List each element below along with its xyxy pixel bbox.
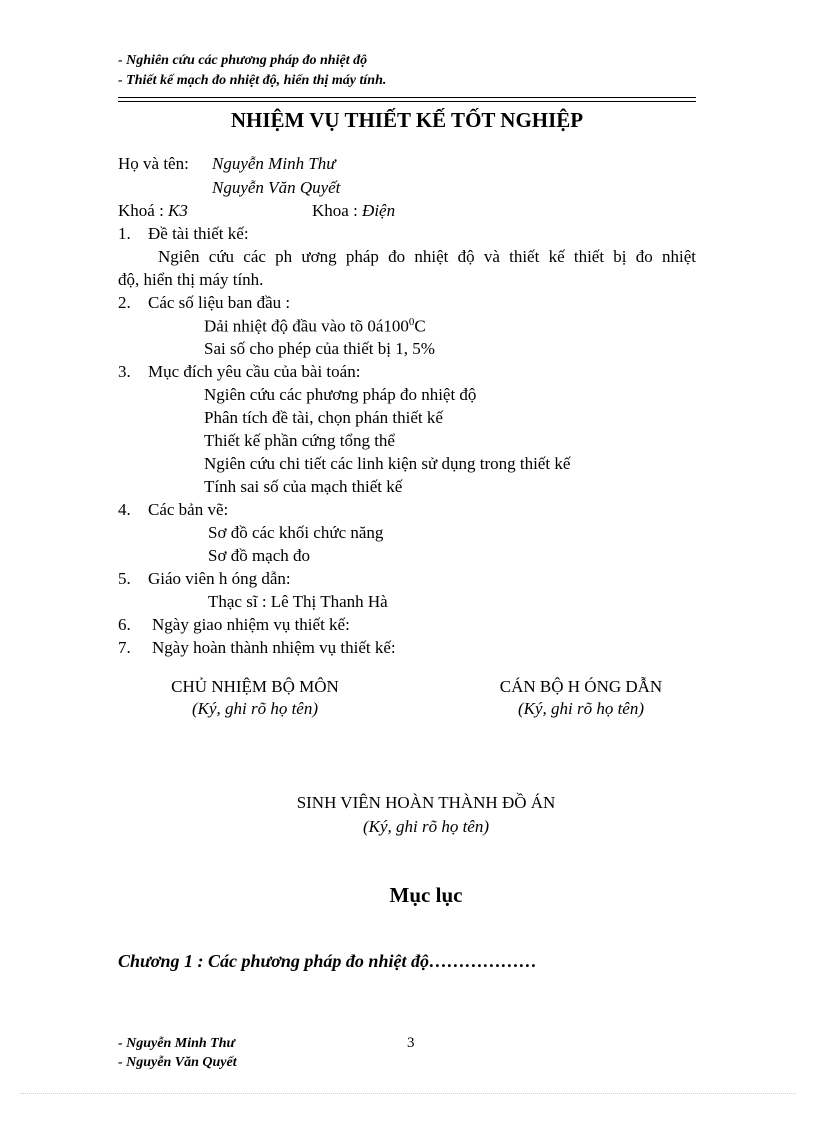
section-2-number: 2. — [118, 293, 131, 312]
header-line-1: - Nghiên cứu các phương pháp đo nhiệt độ — [118, 53, 368, 68]
signature-left-title: CHỦ NHIỆM BỘ MÔN — [171, 677, 339, 696]
section-1-label: Đề tài thiết kế: — [148, 224, 249, 243]
signature-bottom-note: (Ký, ghi rõ họ tên) — [362, 817, 490, 836]
footer-author-2: - Nguyễn Văn Quyết — [118, 1055, 237, 1070]
temp-range-text: Dải nhiệt độ đầu vào tõ 0á100 — [204, 316, 409, 336]
temp-unit: C — [414, 316, 426, 336]
student-name-1: Nguyễn Minh Thư — [212, 154, 336, 173]
student-name-2: Nguyễn Văn Quyết — [212, 178, 341, 197]
section-3-item: Ngiên cứu các phương pháp đo nhiệt độ — [204, 385, 477, 404]
section-6-label: Ngày giao nhiệm vụ thiết kế: — [152, 615, 350, 634]
section-3-label: Mục đích yêu cầu của bài toán: — [148, 362, 361, 381]
course-line — [118, 201, 188, 221]
faculty-line — [312, 201, 395, 221]
section-3-item: Ngiên cứu chi tiết các linh kiện sử dụng trong thiết kế — [204, 454, 571, 473]
header-line-2: - Thiết kế mạch đo nhiệt độ, hiển thị máy tính. — [118, 73, 387, 88]
section-4-number: 4. — [118, 500, 131, 519]
section-1-text-line-2: độ, hiển thị máy tính. — [118, 270, 264, 289]
page-edge-divider — [20, 1093, 796, 1094]
faculty-value: Điện — [362, 201, 396, 220]
page-title: NHIỆM VỤ THIẾT KẾ TỐT NGHIỆP — [230, 108, 584, 132]
section-4-item: Sơ đồ các khối chức năng — [208, 523, 384, 542]
signature-right-note: (Ký, ghi rõ họ tên) — [517, 699, 645, 718]
course-value: K3 — [168, 201, 188, 220]
section-4-item: Sơ đồ mạch đo — [208, 546, 311, 565]
page-number: 3 — [407, 1035, 415, 1051]
section-5-label: Giáo viên h óng dẫn: — [148, 569, 291, 588]
section-3-item: Thiết kế phần cứng tổng thể — [204, 431, 395, 450]
section-2-label: Các số liệu ban đầu : — [148, 293, 291, 312]
section-4-label: Các bản vẽ: — [148, 500, 229, 519]
section-7-label: Ngày hoàn thành nhiệm vụ thiết kế: — [152, 638, 396, 657]
section-3-number: 3. — [118, 362, 131, 381]
footer-author-1: - Nguyễn Minh Thư — [118, 1036, 235, 1051]
name-label: Họ và tên: — [118, 154, 189, 173]
faculty-label: Khoa : — [312, 201, 358, 220]
section-2-item-1 — [204, 316, 426, 337]
section-3-item: Phân tích đề tài, chọn phán thiết kế — [204, 408, 443, 427]
signature-left-note: (Ký, ghi rõ họ tên) — [191, 699, 319, 718]
toc-heading: Mục lục — [389, 883, 463, 907]
header-rule-top — [118, 97, 696, 98]
section-1-text-line-1: Ngiên cứu các ph ương pháp đo nhiệt độ và thiết kế thiết bị đo nhiệt — [158, 247, 696, 266]
course-label: Khoá : — [118, 201, 164, 220]
section-1-number: 1. — [118, 224, 131, 243]
signature-right-title: CÁN BỘ H ÓNG DẪN — [499, 677, 663, 696]
teacher-name: Thạc sĩ : Lê Thị Thanh Hà — [208, 592, 388, 611]
section-6-number: 6. — [118, 615, 131, 634]
header-rule-bottom — [118, 101, 696, 102]
degree-sup: 0 — [408, 316, 415, 328]
section-2-item-2: Sai số cho phép của thiết bị 1, 5% — [204, 339, 435, 358]
section-3-item: Tính sai số của mạch thiết kế — [204, 477, 403, 496]
signature-bottom-title: SINH VIÊN HOÀN THÀNH ĐỒ ÁN — [296, 793, 556, 812]
section-5-number: 5. — [118, 569, 131, 588]
toc-chapter-1[interactable]: Chương 1 : Các phương pháp đo nhiệt độ……………… — [118, 951, 537, 971]
section-7-number: 7. — [118, 638, 131, 657]
